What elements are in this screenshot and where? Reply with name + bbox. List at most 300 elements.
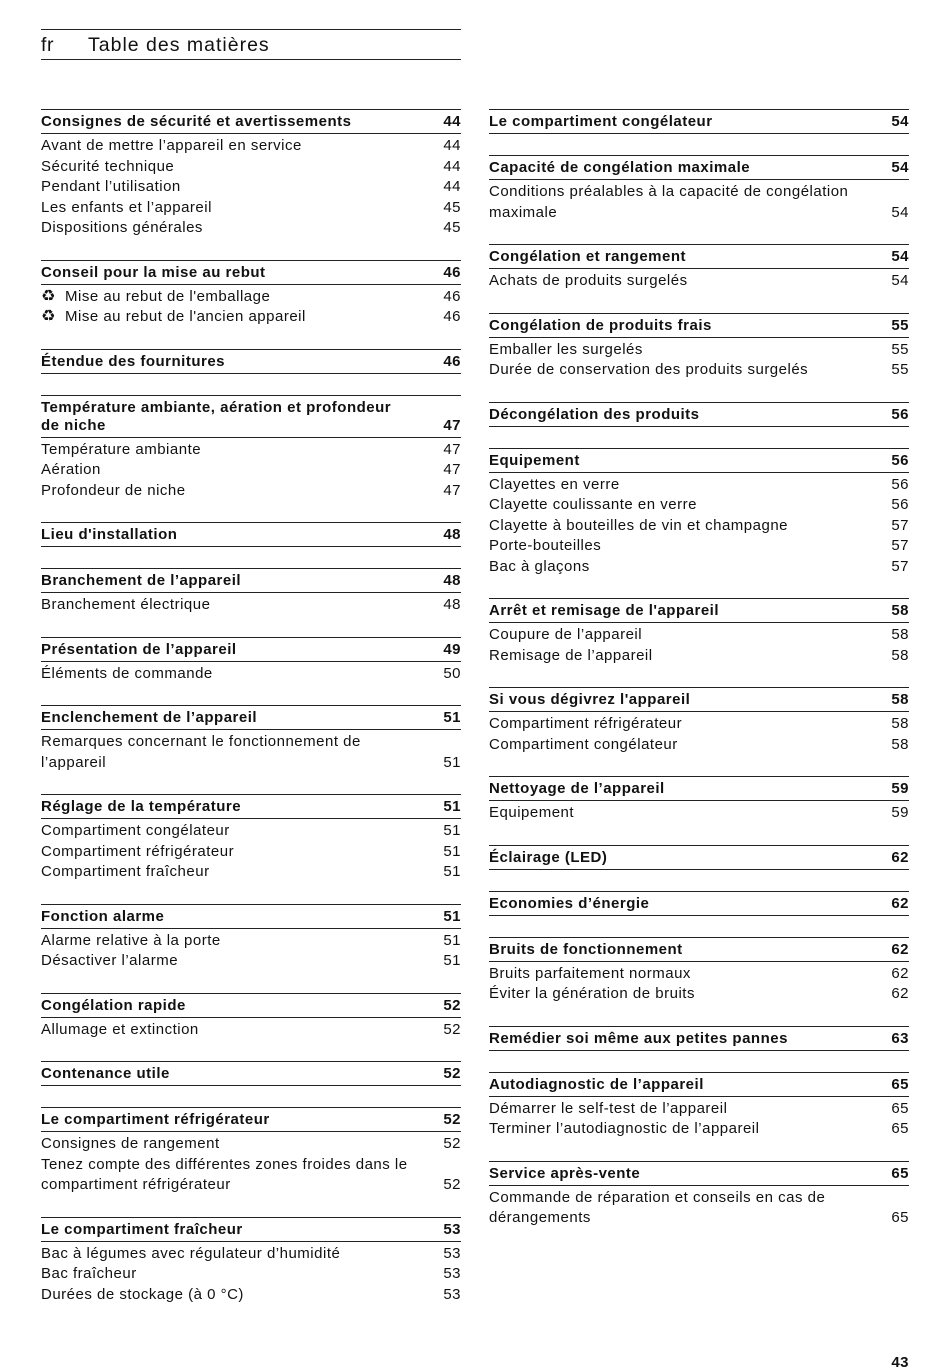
entry-label: Emballer les surgelés [489, 340, 643, 358]
entry-label: Achats de produits surgelés [489, 272, 688, 289]
language-code: fr [41, 34, 55, 56]
entry-label-wrap [489, 340, 881, 361]
section-page-number: 44 [443, 113, 461, 130]
entry-label: Terminer l’autodiagnostic de l’appareil [489, 1120, 760, 1137]
entry-label-wrap [41, 821, 433, 842]
section-title: Economies d’énergie [489, 894, 650, 912]
entry-label-wrap [489, 803, 881, 824]
toc-section [41, 993, 461, 1041]
entry-page-number: 65 [891, 1099, 909, 1117]
section-title: Conseil pour la mise au rebut [41, 263, 266, 281]
section-page-number: 53 [443, 1220, 461, 1238]
toc-entry-list [41, 662, 461, 685]
entry-label: Tenez compte des différentes zones froides dans le compartiment réfrigérateur [41, 1155, 408, 1193]
toc-entry-list [489, 623, 909, 666]
toc-section-heading[interactable] [489, 1072, 909, 1097]
toc-entry[interactable] [41, 177, 461, 198]
toc-entry[interactable] [41, 287, 461, 308]
entry-label: Conditions préalables à la capacité de congélation maximale [489, 183, 849, 221]
toc-section [41, 109, 461, 239]
toc-entry-list [489, 180, 909, 223]
entry-label-wrap [41, 1134, 433, 1155]
entry-page-number: 52 [443, 1020, 461, 1038]
section-page-number: 46 [443, 263, 461, 281]
entry-page-number: 65 [891, 1209, 909, 1226]
toc-section-heading[interactable] [41, 993, 461, 1018]
toc-entry[interactable] [41, 931, 461, 952]
toc-entry-list [41, 438, 461, 502]
toc-entry[interactable] [489, 1099, 909, 1120]
entry-page-number: 46 [443, 287, 461, 305]
section-title: Arrêt et remisage de l'appareil [489, 602, 719, 619]
toc-entry[interactable] [489, 475, 909, 496]
toc-entry[interactable] [41, 1134, 461, 1155]
toc-section [489, 1072, 909, 1140]
entry-label-wrap [41, 1244, 433, 1265]
toc-entry[interactable] [41, 1285, 461, 1306]
toc-section [41, 568, 461, 616]
toc-section [489, 109, 909, 134]
entry-label: Compartiment réfrigérateur [41, 842, 235, 860]
toc-section [41, 1107, 461, 1196]
entry-label-wrap [41, 198, 433, 219]
section-page-number: 54 [891, 248, 909, 265]
toc-entry-list [41, 285, 461, 328]
entry-page-number: 55 [891, 361, 909, 378]
entry-label-wrap [489, 1119, 881, 1140]
entry-page-number: 57 [891, 557, 909, 575]
entry-page-number: 45 [443, 198, 461, 216]
entry-label-wrap [489, 475, 881, 496]
page-title: Table des matières [88, 34, 270, 56]
toc-section-heading[interactable] [489, 776, 909, 801]
entry-label-wrap [41, 664, 433, 685]
toc-entry[interactable] [41, 862, 461, 883]
entry-label-wrap [41, 1020, 433, 1041]
section-title: Si vous dégivrez l'appareil [489, 691, 691, 708]
toc-section [489, 776, 909, 824]
entry-label: Compartiment congélateur [489, 735, 678, 753]
toc-entry-list [489, 269, 909, 292]
section-title: Décongélation des produits [489, 405, 700, 423]
entry-label: Désactiver l’alarme [41, 952, 179, 969]
entry-label: Éléments de commande [41, 664, 213, 682]
toc-section-heading[interactable] [41, 260, 461, 285]
entry-label-wrap [41, 136, 433, 157]
entry-label: Dispositions générales [41, 219, 203, 236]
toc-entry[interactable] [489, 271, 909, 292]
toc-entry[interactable] [41, 198, 461, 219]
toc-section-heading[interactable] [489, 155, 909, 180]
toc-entry[interactable] [489, 340, 909, 361]
section-page-number: 54 [891, 159, 909, 176]
toc-section-heading[interactable] [489, 1026, 909, 1051]
toc-section [41, 637, 461, 685]
toc-entry[interactable] [41, 481, 461, 502]
entry-label-wrap [489, 1099, 881, 1120]
toc-entry[interactable] [41, 460, 461, 481]
toc-section-heading[interactable] [41, 794, 461, 819]
entry-label: Durée de conservation des produits surgelés [489, 361, 809, 378]
toc-entry-list [41, 929, 461, 972]
entry-label-wrap [41, 1264, 433, 1285]
entry-page-number: 57 [891, 537, 909, 554]
toc-entry[interactable] [41, 595, 461, 616]
toc-entry[interactable] [41, 157, 461, 178]
section-title: Présentation de l’appareil [41, 640, 237, 658]
toc-entry[interactable] [489, 495, 909, 516]
section-title: Température ambiante, aération et profondeur de niche [41, 398, 392, 434]
toc-entry[interactable] [489, 803, 909, 824]
entry-label-wrap [489, 1188, 881, 1229]
entry-label: Bac à glaçons [489, 557, 590, 575]
entry-page-number: 47 [443, 440, 461, 458]
toc-entry-list [41, 730, 461, 773]
toc-entry[interactable] [41, 732, 461, 773]
entry-page-number: 58 [891, 715, 909, 732]
section-page-number: 56 [891, 451, 909, 469]
section-page-number: 62 [891, 894, 909, 912]
entry-label: Clayette à bouteilles de vin et champagne [489, 516, 789, 534]
toc-entry[interactable] [489, 516, 909, 537]
entry-label-wrap [41, 157, 433, 178]
entry-label-wrap [489, 646, 881, 667]
entry-page-number: 56 [891, 496, 909, 513]
toc-section [41, 260, 461, 328]
toc-entry[interactable] [489, 964, 909, 985]
toc-section-heading[interactable] [41, 522, 461, 547]
entry-label: Bac fraîcheur [41, 1265, 137, 1282]
section-page-number: 58 [891, 602, 909, 619]
entry-page-number: 58 [891, 735, 909, 753]
entry-label: Equipement [489, 804, 575, 821]
section-page-number: 52 [443, 1065, 461, 1082]
entry-page-number: 47 [443, 461, 461, 478]
page-header [41, 29, 461, 60]
entry-label-wrap [41, 1155, 433, 1196]
toc-entry[interactable] [41, 307, 461, 328]
toc-entry-list [489, 1097, 909, 1140]
toc-section-heading[interactable] [41, 1107, 461, 1132]
section-page-number: 63 [891, 1029, 909, 1047]
section-page-number: 55 [891, 316, 909, 334]
toc-section [41, 705, 461, 773]
toc-entry-list [489, 473, 909, 578]
entry-label-wrap [41, 595, 433, 616]
entry-label-wrap [41, 440, 433, 461]
toc-section [489, 1026, 909, 1051]
toc-entry[interactable] [41, 218, 461, 239]
toc-section [489, 1161, 909, 1229]
entry-page-number: 50 [443, 664, 461, 682]
toc-section-heading[interactable] [489, 937, 909, 962]
toc-section [41, 395, 461, 502]
entry-label: Compartiment réfrigérateur [489, 715, 683, 732]
entry-page-number: 44 [443, 178, 461, 195]
entry-label-wrap [489, 271, 881, 292]
toc-section [489, 845, 909, 870]
entry-label-wrap [489, 714, 881, 735]
section-page-number: 54 [891, 113, 909, 130]
entry-label: Température ambiante [41, 440, 202, 458]
entry-label-wrap [489, 182, 881, 223]
recycle-icon: ♻ [41, 308, 56, 325]
entry-label: Porte-bouteilles [489, 537, 602, 554]
section-title: Service après-vente [489, 1164, 641, 1182]
section-title: Le compartiment congélateur [489, 113, 713, 130]
entry-label: Durées de stockage (à 0 °C) [41, 1285, 244, 1303]
entry-page-number: 51 [443, 842, 461, 860]
entry-label: Compartiment congélateur [41, 822, 230, 839]
section-page-number: 59 [891, 780, 909, 797]
entry-page-number: 54 [891, 272, 909, 289]
toc-section [489, 402, 909, 427]
section-title: Éclairage (LED) [489, 848, 608, 866]
entry-label: Aération [41, 461, 101, 478]
entry-label: Branchement électrique [41, 596, 211, 613]
section-title: Congélation rapide [41, 996, 186, 1014]
section-title: Consignes de sécurité et avertissements [41, 113, 352, 130]
entry-page-number: 53 [443, 1244, 461, 1262]
entry-label-wrap [41, 481, 433, 502]
toc-section-heading[interactable] [41, 109, 461, 134]
entry-page-number: 56 [891, 475, 909, 493]
entry-page-number: 52 [443, 1135, 461, 1152]
section-title: Nettoyage de l’appareil [489, 780, 665, 797]
toc-entry[interactable] [489, 557, 909, 578]
section-title: Autodiagnostic de l’appareil [489, 1075, 704, 1093]
entry-label-wrap [41, 931, 433, 952]
section-title: Réglage de la température [41, 798, 242, 815]
toc-entry[interactable] [489, 360, 909, 381]
toc-entry[interactable] [489, 182, 909, 223]
toc-section [489, 448, 909, 578]
entry-label: Clayette coulissante en verre [489, 496, 697, 513]
section-page-number: 56 [891, 405, 909, 423]
entry-page-number: 46 [443, 308, 461, 325]
toc-section-heading[interactable] [489, 598, 909, 623]
recycle-icon: ♻ [41, 287, 56, 305]
entry-label-wrap [41, 732, 433, 773]
toc-entry[interactable] [41, 1264, 461, 1285]
entry-label-wrap [489, 536, 881, 557]
section-title: Branchement de l’appareil [41, 572, 242, 589]
toc-entry[interactable] [41, 1020, 461, 1041]
toc-section [41, 904, 461, 972]
toc-section [41, 794, 461, 883]
section-page-number: 47 [443, 416, 461, 434]
toc-section-heading[interactable] [489, 109, 909, 134]
entry-page-number: 53 [443, 1265, 461, 1282]
section-title: Le compartiment fraîcheur [41, 1220, 243, 1238]
toc-entry[interactable] [41, 1244, 461, 1265]
toc-column-right [489, 109, 909, 1250]
section-page-number: 51 [443, 709, 461, 726]
entry-page-number: 62 [891, 985, 909, 1002]
entry-page-number: 45 [443, 219, 461, 236]
section-title: Lieu d'installation [41, 526, 178, 543]
toc-section-heading[interactable] [41, 1217, 461, 1242]
toc-entry[interactable] [489, 1119, 909, 1140]
toc-entry[interactable] [41, 136, 461, 157]
toc-entry[interactable] [489, 1188, 909, 1229]
entry-label: Alarme relative à la porte [41, 931, 221, 949]
entry-page-number: 47 [443, 481, 461, 499]
section-title: Étendue des fournitures [41, 352, 226, 370]
entry-page-number: 58 [891, 626, 909, 643]
toc-entry-list [41, 1018, 461, 1041]
entry-label-wrap [489, 625, 881, 646]
entry-label: Bruits parfaitement normaux [489, 964, 691, 982]
entry-label-wrap [489, 984, 881, 1005]
toc-section-heading[interactable] [41, 637, 461, 662]
toc-section-heading[interactable] [41, 395, 461, 438]
entry-label-wrap [41, 218, 433, 239]
toc-section-heading[interactable] [489, 402, 909, 427]
section-page-number: 62 [891, 848, 909, 866]
entry-label: Sécurité technique [41, 157, 175, 175]
toc-entry[interactable] [41, 1155, 461, 1196]
entry-label: Coupure de l’appareil [489, 626, 643, 643]
page-number: 43 [891, 1354, 909, 1371]
toc-entry[interactable] [489, 536, 909, 557]
toc-section [489, 891, 909, 916]
toc-section-heading[interactable] [41, 904, 461, 929]
section-title: Congélation et rangement [489, 248, 687, 265]
section-page-number: 51 [443, 798, 461, 815]
toc-section-heading[interactable] [489, 313, 909, 338]
entry-page-number: 51 [443, 863, 461, 880]
toc-entry-list [41, 134, 461, 239]
entry-label: Allumage et extinction [41, 1020, 199, 1038]
entry-label-wrap [41, 862, 433, 883]
toc-entry-list [41, 819, 461, 883]
entry-label: Mise au rebut de l'ancien appareil [65, 308, 306, 325]
entry-label: Démarrer le self-test de l’appareil [489, 1099, 728, 1117]
toc-column-left [41, 109, 461, 1326]
entry-label: Remisage de l’appareil [489, 646, 653, 664]
entry-label: Pendant l’utilisation [41, 178, 181, 195]
entry-page-number: 52 [443, 1176, 461, 1193]
toc-section [489, 313, 909, 381]
entry-label-wrap [489, 964, 881, 985]
toc-section [489, 598, 909, 666]
toc-section-heading[interactable] [489, 244, 909, 269]
entry-label: Éviter la génération de bruits [489, 985, 695, 1002]
toc-entry[interactable] [489, 984, 909, 1005]
toc-entry-list [489, 338, 909, 381]
entry-label-wrap [41, 951, 433, 972]
entry-label: Remarques concernant le fonctionnement de l’appareil [41, 733, 361, 771]
entry-label-wrap [489, 516, 881, 537]
section-page-number: 49 [443, 640, 461, 658]
section-page-number: 58 [891, 691, 909, 708]
entry-label: Bac à légumes avec régulateur d’humidité [41, 1244, 341, 1262]
toc-entry[interactable] [489, 625, 909, 646]
toc-section-heading[interactable] [489, 448, 909, 473]
entry-page-number: 65 [891, 1120, 909, 1137]
toc-entry-list [489, 801, 909, 824]
entry-label: Profondeur de niche [41, 481, 186, 499]
section-page-number: 65 [891, 1164, 909, 1182]
toc-section [41, 522, 461, 547]
entry-label-wrap [489, 495, 881, 516]
entry-label: Commande de réparation et conseils en cas de dérangements [489, 1188, 826, 1226]
toc-entry-list [41, 1242, 461, 1306]
section-title: Bruits de fonctionnement [489, 940, 683, 958]
entry-page-number: 44 [443, 137, 461, 154]
toc-entry[interactable] [41, 664, 461, 685]
toc-entry[interactable] [41, 440, 461, 461]
toc-entry[interactable] [41, 821, 461, 842]
toc-section-heading[interactable] [41, 568, 461, 593]
entry-label: Les enfants et l’appareil [41, 198, 212, 216]
toc-section-heading[interactable] [489, 1161, 909, 1186]
entry-label-wrap [489, 360, 881, 381]
entry-label-wrap [41, 177, 433, 198]
toc-section-heading[interactable] [41, 349, 461, 374]
section-title: Equipement [489, 451, 580, 469]
entry-page-number: 51 [443, 931, 461, 949]
section-page-number: 51 [443, 907, 461, 925]
section-page-number: 46 [443, 352, 461, 370]
entry-page-number: 54 [891, 203, 909, 221]
section-title: Fonction alarme [41, 907, 165, 925]
entry-label: Consignes de rangement [41, 1135, 220, 1152]
section-title: Contenance utile [41, 1065, 170, 1082]
entry-page-number: 62 [891, 964, 909, 982]
toc-section-heading[interactable] [41, 705, 461, 730]
entry-label-wrap [41, 842, 433, 863]
entry-page-number: 48 [443, 596, 461, 613]
toc-entry[interactable] [41, 842, 461, 863]
section-page-number: 52 [443, 996, 461, 1014]
toc-entry[interactable] [489, 646, 909, 667]
section-title: Le compartiment réfrigérateur [41, 1111, 270, 1128]
entry-page-number: 51 [443, 822, 461, 839]
section-page-number: 48 [443, 526, 461, 543]
entry-page-number: 44 [443, 157, 461, 175]
toc-entry[interactable] [489, 714, 909, 735]
entry-label-wrap [41, 460, 433, 481]
toc-section [41, 1217, 461, 1306]
entry-page-number: 51 [443, 952, 461, 969]
entry-label-wrap [489, 735, 881, 756]
toc-section-heading[interactable] [489, 845, 909, 870]
toc-section-heading[interactable] [489, 891, 909, 916]
toc-entry-list [41, 1132, 461, 1196]
section-title: Enclenchement de l’appareil [41, 709, 258, 726]
toc-section [489, 155, 909, 223]
toc-section [489, 244, 909, 292]
toc-entry-list [489, 1186, 909, 1229]
entry-label-wrap [489, 557, 881, 578]
toc-section-heading[interactable] [41, 1061, 461, 1086]
toc-section [41, 349, 461, 374]
section-title: Capacité de congélation maximale [489, 159, 751, 176]
section-page-number: 52 [443, 1111, 461, 1128]
entry-page-number: 53 [443, 1285, 461, 1303]
section-title: Congélation de produits frais [489, 316, 712, 334]
toc-entry-list [489, 962, 909, 1005]
toc-entry[interactable] [489, 735, 909, 756]
section-page-number: 62 [891, 940, 909, 958]
entry-page-number: 58 [891, 646, 909, 664]
toc-entry[interactable] [41, 951, 461, 972]
toc-entry-list [489, 712, 909, 755]
section-page-number: 65 [891, 1075, 909, 1093]
toc-section-heading[interactable] [489, 687, 909, 712]
